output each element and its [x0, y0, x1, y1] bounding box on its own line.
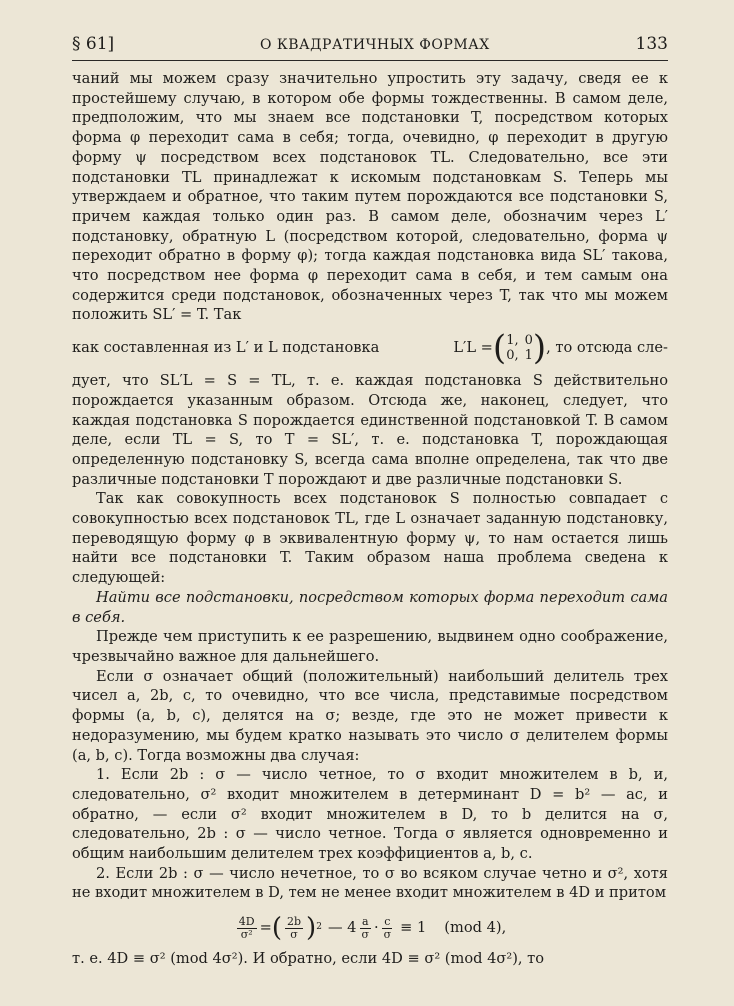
matrix-cell: 0, — [506, 348, 519, 364]
paragraph: Прежде чем приступить к ее разрешению, выдвинем одно соображение, чрезвычайно важное для дальнейшего. — [72, 628, 668, 665]
right-paren: ) — [532, 328, 547, 369]
fraction-numerator: 4D — [238, 914, 255, 928]
fraction-denominator: σ — [383, 927, 392, 941]
fraction — [359, 916, 371, 941]
paragraph: 1. Если 2b : σ — число четное, то σ входит множителем в b, и, следовательно, σ² входит множителем в детерминант D = b² — ac, и обратно, — если σ² входит множителем в D, то b делится на σ, следовательно, 2b : σ — число четное. Тогда σ является одновременно и общим наибольшим делителем трех коэффициентов a, b, c. — [72, 766, 668, 863]
matrix-expression — [453, 328, 668, 369]
fraction-numerator: a — [361, 914, 369, 928]
fraction-numerator: c — [384, 914, 391, 928]
right-paren: ) — [306, 913, 317, 944]
fraction — [382, 916, 394, 941]
paragraph: т. е. 4D ≡ σ² (mod 4σ²). И обратно, если 4D ≡ σ² (mod 4σ²), то — [72, 950, 545, 968]
matrix-cell: 1, — [506, 333, 519, 349]
fraction — [285, 916, 303, 941]
italic-problem-statement: Найти все подстановки, посредством которых форма переходит сама в себя. — [72, 588, 668, 626]
equals-sign: = — [259, 919, 272, 937]
left-paren: ( — [492, 328, 507, 369]
matrix-line — [72, 328, 668, 369]
fraction-denominator: σ — [290, 927, 298, 941]
exponent: 2 — [316, 922, 322, 933]
running-header — [72, 34, 668, 61]
identity-matrix — [506, 333, 533, 363]
matrix-lhs: L′L = — [453, 339, 493, 357]
section-number: § 61] — [72, 34, 115, 54]
fraction-denominator: σ — [361, 927, 369, 941]
matrix-line-after: , то отсюда сле- — [546, 339, 668, 357]
minus-term: — 4 — [327, 919, 357, 937]
matrix-line-before: как составленная из L′ и L подстановка — [72, 339, 380, 357]
paragraph: Так как совокупность всех подстановок S полностью совпадает с совокупностью всех подстановок TL, где L означает заданную подстановку, переводящую форму φ в эквивалентную форму ψ, то нам остается лишь найти все подстановки T. Таким образом наша проблема сведена к следующей: — [72, 490, 668, 587]
paragraph: чаний мы можем сразу значительно упростить эту задачу, сведя ее к простейшему случаю, в котором обе формы тождественны. В самом деле, предположим, что мы знаем все подстановки T, посредством которых форма φ переходит сама в себя; тогда, очевидно, φ переходит в другую форму ψ посредством всех подстановок TL. Следовательно, все эти подстановки TL принадлежат к искомым подстановкам S. Теперь мы утверждаем и обратное, что таким путем порождаются все подстановки S, причем каждая только один раз. В самом деле, обозначим через L′ подстановку, обратную L (посредством которой, следовательно, форма ψ переходит обратно в форму φ); тогда каждая подстановка вида SL′ такова, что посредством нее форма φ переходит сама в себя, и тем самым она содержится среди подстановок, обозначенных через T, так что мы можем положить SL′ = T. Так — [72, 70, 668, 324]
body-text — [72, 69, 668, 969]
paragraph: дует, что SL′L = S = TL, т. е. каждая подстановка S действительно порождается указанным образом. Отсюда же, наконец, следует, что каждая подстановка S порождается единственной подстановкой T. В самом деле, если TL = S, то T = SL′, т. е. подстановка T, порождающая определенную подстановку S, всегда сама вполне определена, так что две различные подстановки T порождают и две различные подстановки S. — [72, 372, 668, 488]
matrix-cell: 0 — [524, 333, 533, 349]
fraction-denominator: σ² — [240, 927, 253, 941]
fraction-numerator: 2b — [287, 914, 302, 928]
paragraph: Если σ означает общий (положительный) наибольший делитель трех чисел a, 2b, c, то очевидно, что все числа, представимые посредством формы (a, b, c), делятся на σ; везде, где это не может привести к недоразумению, мы будем кратко называть это число σ делителем формы (a, b, c). Тогда возможны два случая: — [72, 667, 668, 764]
fraction — [237, 916, 257, 941]
left-paren: ( — [271, 913, 282, 944]
congruence: ≡ 1 — [400, 919, 427, 937]
chapter-title: О КВАДРАТИЧНЫХ ФОРМАХ — [259, 37, 490, 53]
page-number: 133 — [635, 34, 668, 54]
dot-operator: · — [373, 919, 379, 937]
matrix-cell: 1 — [524, 348, 533, 364]
display-formula — [72, 911, 668, 945]
modulus: (mod 4), — [444, 919, 507, 937]
paragraph: 2. Если 2b : σ — число нечетное, то σ во всяком случае четно и σ², хотя не входит множителем в D, тем не менее входит множителем в 4D и притом — [72, 864, 668, 902]
